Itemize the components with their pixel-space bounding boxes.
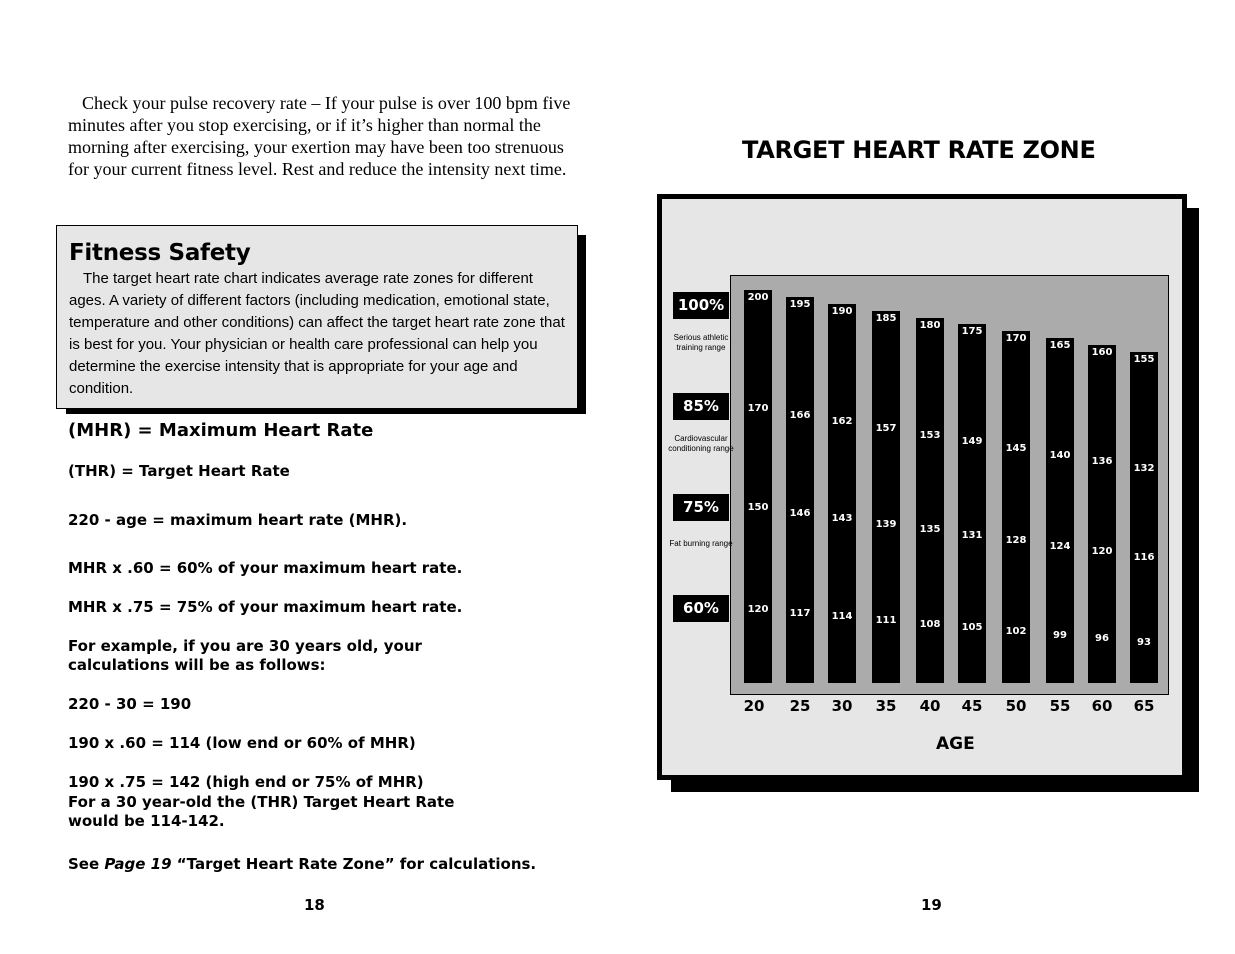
mhr-title: (MHR) = Maximum Heart Rate — [68, 420, 374, 441]
x-tick-40: 40 — [919, 697, 941, 715]
value-label-25-85pct: 166 — [789, 409, 811, 421]
chart-title: TARGET HEART RATE ZONE — [742, 136, 1096, 164]
example-thr-2: would be 114-142. — [68, 812, 225, 830]
safety-title: Fitness Safety — [69, 240, 251, 266]
value-label-30-60pct: 114 — [831, 611, 853, 623]
see-prefix: See — [68, 855, 100, 873]
value-label-25-60pct: 117 — [789, 607, 811, 619]
value-label-30-100pct: 190 — [831, 305, 853, 317]
value-label-35-60pct: 111 — [875, 615, 897, 626]
mhr-formula: 220 - age = maximum heart rate (MHR). — [68, 511, 408, 529]
value-label-30-85pct: 162 — [831, 416, 853, 428]
value-label-65-85pct: 132 — [1133, 463, 1155, 474]
example-line-1: For example, if you are 30 years old, your — [68, 637, 422, 655]
page-number-right: 19 — [921, 896, 942, 914]
value-label-40-100pct: 180 — [919, 319, 941, 331]
zone-pct-85pct: 85% — [673, 393, 729, 420]
example-thr-1: For a 30 year-old the (THR) Target Heart Rate — [68, 793, 455, 811]
value-label-45-60pct: 105 — [961, 622, 983, 634]
x-tick-30: 30 — [831, 697, 853, 715]
zone-label-85pct: Cardiovascular conditioning range — [668, 434, 734, 453]
value-label-35-75pct: 139 — [875, 518, 897, 530]
x-tick-25: 25 — [789, 697, 811, 715]
x-tick-35: 35 — [875, 697, 897, 715]
intro-paragraph: Check your pulse recovery rate – If your pulse is over 100 bpm five minutes after you stop exercising, or if it’s higher than normal the morning after exercising, your exertion may have been too strenuous for your current fitness level. Rest and reduce the intensity next time. — [68, 93, 571, 179]
zone-label-75pct: Fat burning range — [669, 539, 733, 548]
x-tick-45: 45 — [961, 697, 983, 715]
value-label-55-85pct: 140 — [1049, 449, 1071, 461]
x-tick-55: 55 — [1049, 697, 1071, 715]
example-low: 190 x .60 = 114 (low end or 60% of MHR) — [68, 734, 416, 752]
safety-text: The target heart rate chart indicates average rate zones for different ages. A variety of different factors (including medication, emotional state, temperature and other conditions) can affect the target heart rate zone that is best for you. Your physician or health care professional can help you determine the exercise intensity that is appropriate for your age and condition. — [69, 270, 565, 397]
see-page-note — [68, 854, 536, 874]
value-label-50-100pct: 170 — [1005, 333, 1027, 345]
see-page-ref: Page 19 — [104, 855, 172, 873]
value-label-40-75pct: 135 — [919, 524, 941, 536]
bar-age-35 — [872, 311, 900, 683]
value-label-60-75pct: 120 — [1091, 546, 1113, 558]
bar-age-65 — [1130, 352, 1158, 683]
value-label-60-60pct: 96 — [1095, 633, 1109, 645]
x-axis-label: AGE — [936, 734, 975, 754]
x-tick-65: 65 — [1133, 697, 1155, 715]
value-label-55-75pct: 124 — [1049, 540, 1071, 552]
value-label-50-60pct: 102 — [1005, 626, 1027, 637]
value-label-20-60pct: 120 — [747, 604, 769, 615]
calc-60: MHR x .60 = 60% of your maximum heart rate. — [68, 559, 463, 577]
value-label-50-85pct: 145 — [1005, 443, 1027, 454]
bar-age-20 — [744, 290, 772, 683]
calc-75: MHR x .75 = 75% of your maximum heart rate. — [68, 598, 463, 616]
value-label-65-60pct: 93 — [1137, 637, 1151, 648]
value-label-20-85pct: 170 — [747, 403, 769, 414]
value-label-35-85pct: 157 — [875, 423, 897, 434]
value-label-35-100pct: 185 — [875, 312, 897, 324]
x-tick-60: 60 — [1091, 697, 1113, 715]
value-label-65-100pct: 155 — [1133, 354, 1155, 365]
value-label-55-100pct: 165 — [1049, 340, 1071, 352]
zone-pct-100pct: 100% — [673, 292, 729, 319]
value-label-20-100pct: 200 — [747, 292, 769, 303]
value-label-45-85pct: 149 — [961, 436, 983, 448]
fitness-safety-box — [56, 225, 578, 409]
see-suffix: “Target Heart Rate Zone” for calculations. — [176, 855, 537, 873]
thr-definition: (THR) = Target Heart Rate — [68, 462, 290, 480]
value-label-25-75pct: 146 — [789, 507, 811, 519]
value-label-55-60pct: 99 — [1053, 629, 1067, 641]
value-label-60-100pct: 160 — [1091, 347, 1113, 359]
value-label-65-75pct: 116 — [1133, 552, 1155, 563]
bar-age-25 — [786, 297, 814, 683]
value-label-45-75pct: 131 — [961, 529, 983, 541]
x-tick-20: 20 — [743, 697, 765, 715]
zone-pct-75pct: 75% — [673, 494, 729, 521]
zone-label-100pct: Serious athletic training range — [673, 333, 729, 352]
example-mhr: 220 - 30 = 190 — [68, 695, 192, 713]
value-label-30-75pct: 143 — [831, 513, 853, 525]
value-label-45-100pct: 175 — [961, 326, 983, 338]
example-high: 190 x .75 = 142 (high end or 75% of MHR) — [68, 773, 424, 791]
value-label-40-60pct: 108 — [919, 618, 941, 630]
example-line-2: calculations will be as follows: — [68, 656, 326, 674]
bar-age-30 — [828, 304, 856, 683]
zone-pct-60pct: 60% — [673, 595, 729, 622]
bar-age-60 — [1088, 345, 1116, 683]
value-label-60-85pct: 136 — [1091, 456, 1113, 468]
value-label-20-75pct: 150 — [747, 502, 769, 513]
value-label-25-100pct: 195 — [789, 298, 811, 310]
value-label-40-85pct: 153 — [919, 429, 941, 441]
page-number-left: 18 — [304, 896, 325, 914]
value-label-50-75pct: 128 — [1005, 535, 1027, 547]
x-tick-50: 50 — [1005, 697, 1027, 715]
